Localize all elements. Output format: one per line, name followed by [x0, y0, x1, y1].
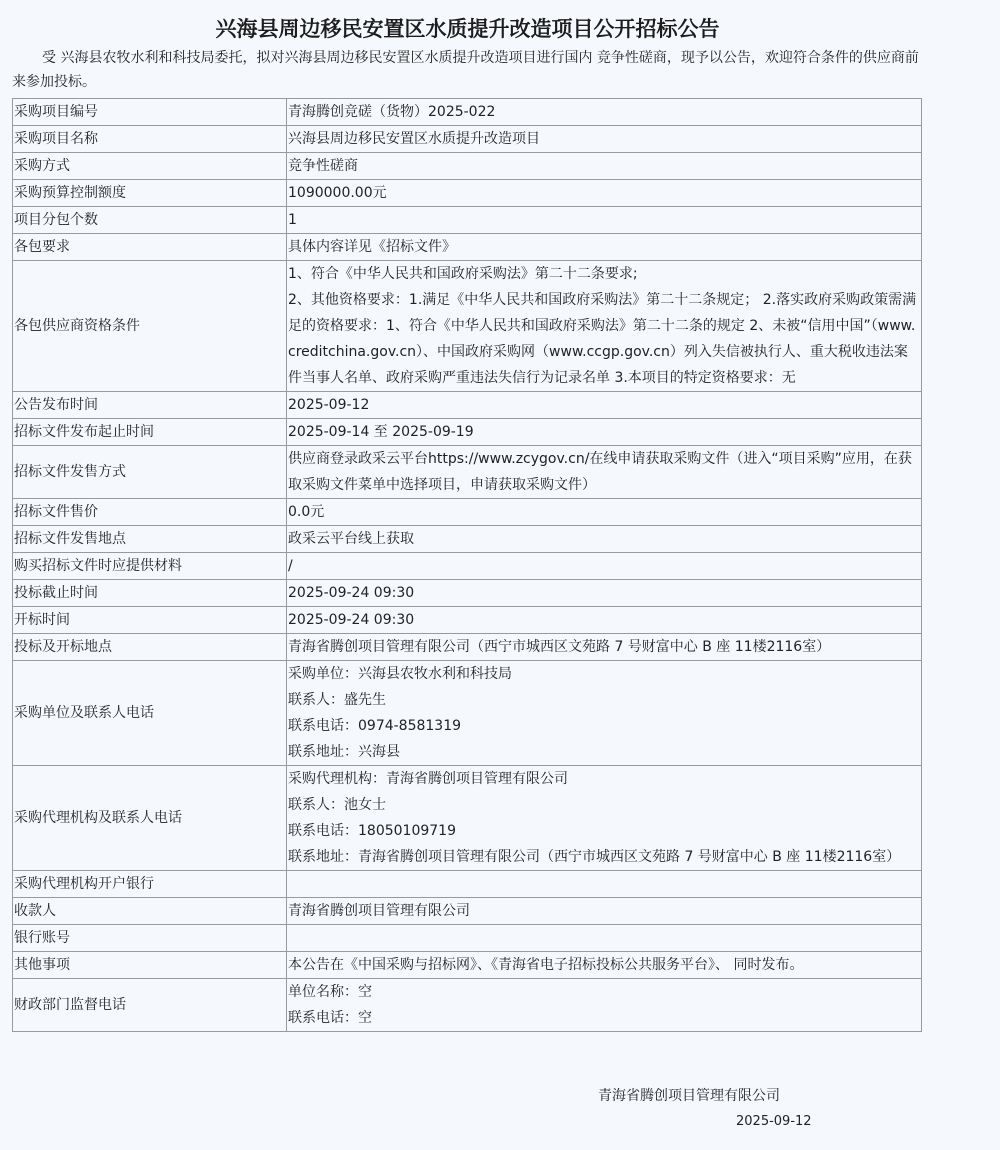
- row-value-line: 供应商登录政采云平台https://www.zcygov.cn/在线申请获取采购文件（进入“项目采购”应用，在获取采购文件菜单中选择项目，申请获取采购文件）: [288, 451, 912, 493]
- row-value-line: 联系人：池女士: [288, 797, 386, 813]
- table-row: [13, 446, 922, 499]
- row-value-line: 青海省腾创项目管理有限公司（西宁市城西区文苑路 7 号财富中心 B 座 11楼2116室）: [288, 639, 831, 655]
- row-label: 采购代理机构及联系人电话: [13, 766, 287, 871]
- announcement-table-body: [13, 99, 922, 1032]
- row-value-line: 采购代理机构：青海省腾创项目管理有限公司: [288, 771, 568, 787]
- row-value-line: 2025-09-14 至 2025-09-19: [288, 424, 474, 440]
- announcement-table: [12, 98, 922, 1032]
- row-label: 收款人: [13, 898, 287, 925]
- row-value: [287, 871, 922, 898]
- row-value-line: 2025-09-24 09:30: [288, 585, 415, 601]
- row-value-line: 联系地址：兴海县: [288, 744, 400, 760]
- row-value: [287, 392, 922, 419]
- table-row: [13, 419, 922, 446]
- row-value-line: 竞争性磋商: [288, 158, 358, 174]
- row-value: [287, 261, 922, 392]
- table-row: [13, 153, 922, 180]
- row-label: 开标时间: [13, 607, 287, 634]
- row-label: 购买招标文件时应提供材料: [13, 553, 287, 580]
- row-value-line: 1: [288, 212, 297, 228]
- row-label: 各包要求: [13, 234, 287, 261]
- row-value-line: 0.0元: [288, 504, 325, 520]
- row-value: [287, 180, 922, 207]
- table-row: [13, 580, 922, 607]
- row-value-line: /: [288, 558, 293, 574]
- row-value: [287, 207, 922, 234]
- table-row: [13, 553, 922, 580]
- table-row: [13, 979, 922, 1032]
- row-value: [287, 766, 922, 871]
- row-label: 投标及开标地点: [13, 634, 287, 661]
- intro-text: 受 兴海县农牧水利和科技局委托，拟对兴海县周边移民安置区水质提升改造项目进行国内 竞争性磋商，现予以公告，欢迎符合条件的供应商前来参加投标。: [12, 50, 919, 90]
- row-value-line: 1090000.00元: [288, 185, 387, 201]
- row-value: [287, 153, 922, 180]
- page-title: 兴海县周边移民安置区水质提升改造项目公开招标公告: [215, 17, 720, 41]
- footer-organization: 青海省腾创项目管理有限公司: [598, 1088, 780, 1104]
- table-row: [13, 952, 922, 979]
- row-value-line: 联系地址：青海省腾创项目管理有限公司（西宁市城西区文苑路 7 号财富中心 B 座 11楼2116室）: [288, 849, 901, 865]
- row-label: 其他事项: [13, 952, 287, 979]
- row-label: 采购代理机构开户银行: [13, 871, 287, 898]
- row-value-line: 联系电话：空: [288, 1010, 372, 1026]
- table-row: [13, 392, 922, 419]
- row-value: [287, 925, 922, 952]
- table-row: [13, 898, 922, 925]
- row-label: 招标文件发售方式: [13, 446, 287, 499]
- row-label: 采购方式: [13, 153, 287, 180]
- row-value-line: 联系电话：0974-8581319: [288, 718, 462, 734]
- row-value-line: 2025-09-12: [288, 397, 370, 413]
- row-label: 招标文件售价: [13, 499, 287, 526]
- table-row: [13, 126, 922, 153]
- row-value-line: 兴海县周边移民安置区水质提升改造项目: [288, 131, 540, 147]
- row-value-line: 单位名称：空: [288, 984, 372, 1000]
- row-value: [287, 126, 922, 153]
- row-label: 采购项目编号: [13, 99, 287, 126]
- row-value: [287, 99, 922, 126]
- row-value-line: 联系人：盛先生: [288, 692, 386, 708]
- table-row: [13, 499, 922, 526]
- row-value: [287, 580, 922, 607]
- row-value-line: 青海省腾创项目管理有限公司: [288, 903, 470, 919]
- table-row: [13, 261, 922, 392]
- row-value-line: 1、符合《中华人民共和国政府采购法》第二十二条要求;: [288, 266, 638, 282]
- table-row: [13, 99, 922, 126]
- row-value: [287, 607, 922, 634]
- row-label: 采购单位及联系人电话: [13, 661, 287, 766]
- footer-date: 2025-09-12: [736, 1114, 812, 1129]
- row-value: [287, 499, 922, 526]
- intro-paragraph: [12, 46, 924, 94]
- row-label: 采购预算控制额度: [13, 180, 287, 207]
- table-row: [13, 234, 922, 261]
- row-value: [287, 419, 922, 446]
- row-value-line: 具体内容详见《招标文件》: [288, 239, 456, 255]
- row-label: 公告发布时间: [13, 392, 287, 419]
- row-value-line: 政采云平台线上获取: [288, 531, 414, 547]
- row-value: [287, 979, 922, 1032]
- row-value-line: 2、其他资格要求：1.满足《中华人民共和国政府采购法》第二十二条规定； 2.落实政府采购政策需满足的资格要求：1、符合《中华人民共和国政府采购法》第二十二条的规定 2、未被“信用中国”（www.creditchina.gov.cn）、中国政府采购网（www.ccgp.gov.cn）列入失信被执行人、重大税收违法案件当事人名单、政府采购严重违法失信行为记录名单 3.本项目的特定资格要求：无: [288, 292, 917, 386]
- table-row: [13, 925, 922, 952]
- row-label: 财政部门监督电话: [13, 979, 287, 1032]
- row-value-line: 2025-09-24 09:30: [288, 612, 415, 628]
- row-label: 采购项目名称: [13, 126, 287, 153]
- row-value-line: 本公告在《中国采购与招标网》、《青海省电子招标投标公共服务平台》、 同时发布。: [288, 957, 804, 973]
- row-value-line: [288, 871, 919, 897]
- table-row: [13, 526, 922, 553]
- row-value: [287, 661, 922, 766]
- row-label: 项目分包个数: [13, 207, 287, 234]
- row-value: [287, 526, 922, 553]
- row-value: [287, 634, 922, 661]
- row-value: [287, 952, 922, 979]
- table-row: [13, 661, 922, 766]
- row-value-line: 采购单位：兴海县农牧水利和科技局: [288, 666, 512, 682]
- table-row: [13, 634, 922, 661]
- row-label: 招标文件发售地点: [13, 526, 287, 553]
- table-row: [13, 766, 922, 871]
- row-label: 投标截止时间: [13, 580, 287, 607]
- row-label: 银行账号: [13, 925, 287, 952]
- row-value-line: 联系电话：18050109719: [288, 823, 456, 839]
- row-label: 各包供应商资格条件: [13, 261, 287, 392]
- row-value-line: 青海腾创竞磋（货物）2025-022: [288, 104, 496, 120]
- table-row: [13, 207, 922, 234]
- table-row: [13, 871, 922, 898]
- table-row: [13, 607, 922, 634]
- row-value-line: [288, 925, 919, 951]
- row-value: [287, 446, 922, 499]
- table-row: [13, 180, 922, 207]
- row-value: [287, 553, 922, 580]
- row-value: [287, 234, 922, 261]
- row-value: [287, 898, 922, 925]
- row-label: 招标文件发布起止时间: [13, 419, 287, 446]
